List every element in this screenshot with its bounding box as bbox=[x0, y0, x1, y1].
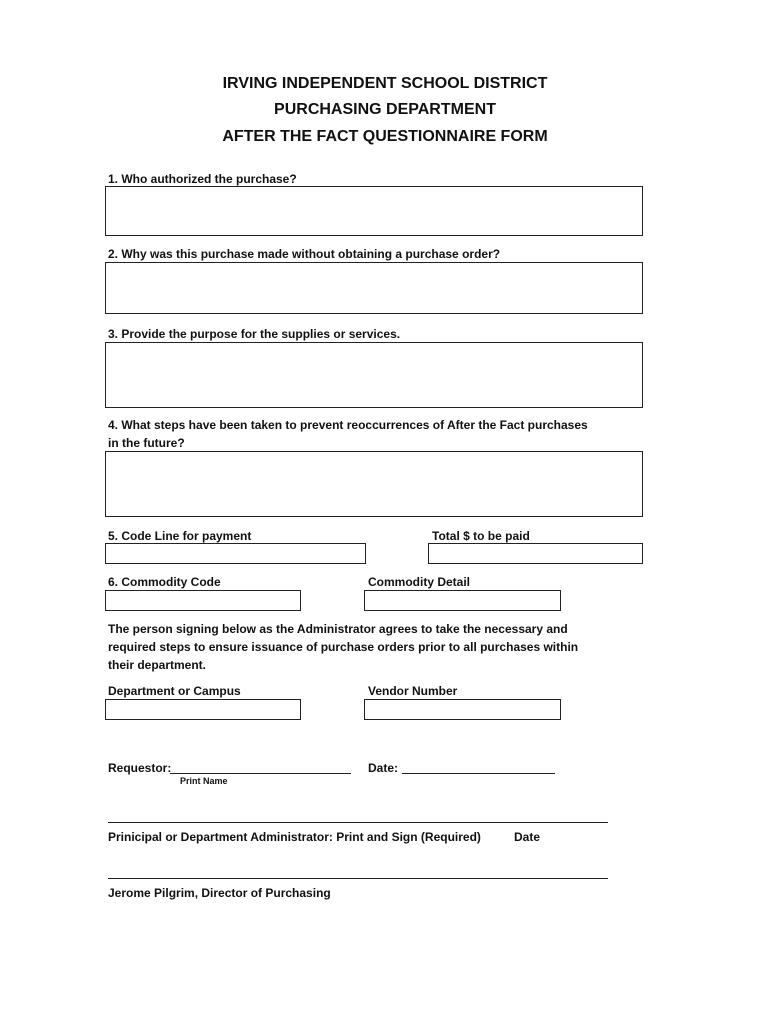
agreement-text-line1: The person signing below as the Administrator agrees to take the necessary and bbox=[108, 622, 568, 636]
vendor-number-label: Vendor Number bbox=[368, 684, 458, 698]
principal-signature-label: Prinicipal or Department Administrator: Print and Sign (Required) bbox=[108, 830, 481, 844]
question-3-answer-box[interactable] bbox=[105, 342, 643, 408]
department-campus-label: Department or Campus bbox=[108, 684, 241, 698]
commodity-detail-input[interactable] bbox=[364, 590, 561, 611]
principal-signature-line[interactable] bbox=[108, 822, 608, 823]
question-2-answer-box[interactable] bbox=[105, 262, 643, 314]
requestor-label: Requestor: bbox=[108, 761, 172, 775]
commodity-code-label: 6. Commodity Code bbox=[108, 575, 221, 589]
title-form: AFTER THE FACT QUESTIONNAIRE FORM bbox=[222, 128, 548, 145]
principal-date-label: Date bbox=[514, 830, 541, 844]
question-4-answer-box[interactable] bbox=[105, 451, 643, 517]
director-signature-line[interactable] bbox=[108, 878, 608, 879]
code-line-input[interactable] bbox=[105, 543, 366, 564]
question-4-label-line2: in the future? bbox=[108, 436, 185, 450]
title-department: PURCHASING DEPARTMENT bbox=[274, 101, 496, 118]
question-1-label: 1. Who authorized the purchase? bbox=[108, 172, 297, 186]
requestor-signature-line[interactable] bbox=[170, 773, 351, 774]
print-name-caption: Print Name bbox=[180, 776, 228, 786]
requestor-date-label: Date: bbox=[368, 761, 399, 775]
question-3-label: 3. Provide the purpose for the supplies or services. bbox=[108, 327, 401, 341]
agreement-text-line3: their department. bbox=[108, 658, 207, 672]
question-2-label: 2. Why was this purchase made without obtaining a purchase order? bbox=[108, 247, 501, 261]
title-district: IRVING INDEPENDENT SCHOOL DISTRICT bbox=[222, 75, 548, 92]
vendor-number-input[interactable] bbox=[364, 699, 561, 720]
total-to-be-paid-input[interactable] bbox=[428, 543, 643, 564]
requestor-date-line[interactable] bbox=[402, 773, 555, 774]
code-line-label: 5. Code Line for payment bbox=[108, 529, 252, 543]
director-name-label: Jerome Pilgrim, Director of Purchasing bbox=[108, 886, 331, 900]
department-campus-input[interactable] bbox=[105, 699, 301, 720]
question-1-answer-box[interactable] bbox=[105, 186, 643, 236]
question-4-label-line1: 4. What steps have been taken to prevent reoccurrences of After the Fact purchases bbox=[108, 418, 588, 432]
commodity-detail-label: Commodity Detail bbox=[368, 575, 471, 589]
agreement-text-line2: required steps to ensure issuance of purchase orders prior to all purchases within bbox=[108, 640, 579, 654]
commodity-code-input[interactable] bbox=[105, 590, 301, 611]
total-to-be-paid-label: Total $ to be paid bbox=[432, 529, 530, 543]
